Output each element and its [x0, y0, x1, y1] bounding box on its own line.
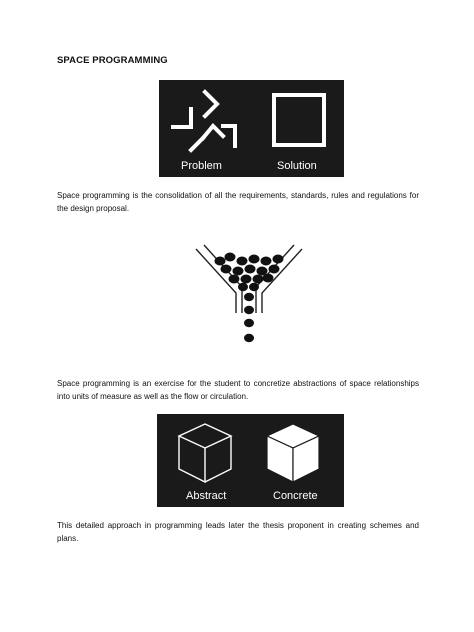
section-heading: SPACE PROGRAMMING	[57, 55, 168, 66]
funnel-balls	[215, 253, 284, 343]
paragraph-approach: This detailed approach in programming leads later the thesis proponent in creating schemes and plans.	[57, 521, 419, 543]
problem-icon	[173, 92, 235, 150]
solution-icon	[274, 95, 324, 145]
wireframe-cube-icon	[179, 424, 231, 482]
problem-solution-figure	[159, 80, 344, 177]
concrete-caption: Concrete	[273, 490, 318, 502]
funnel-figure	[190, 221, 310, 351]
problem-caption: Problem	[181, 160, 222, 172]
paragraph-consolidation: Space programming is the consolidation of all the requirements, standards, rules and regulations for the design proposal.	[57, 191, 419, 213]
funnel-icon	[190, 221, 310, 351]
solid-cube-icon	[267, 424, 319, 482]
solution-caption: Solution	[277, 160, 317, 172]
abstract-caption: Abstract	[186, 490, 227, 502]
paragraph-exercise: Space programming is an exercise for the student to concretize abstractions of space relationships into units of measure as well as the flow or circulation.	[57, 379, 419, 401]
abstract-concrete-figure	[157, 414, 344, 507]
